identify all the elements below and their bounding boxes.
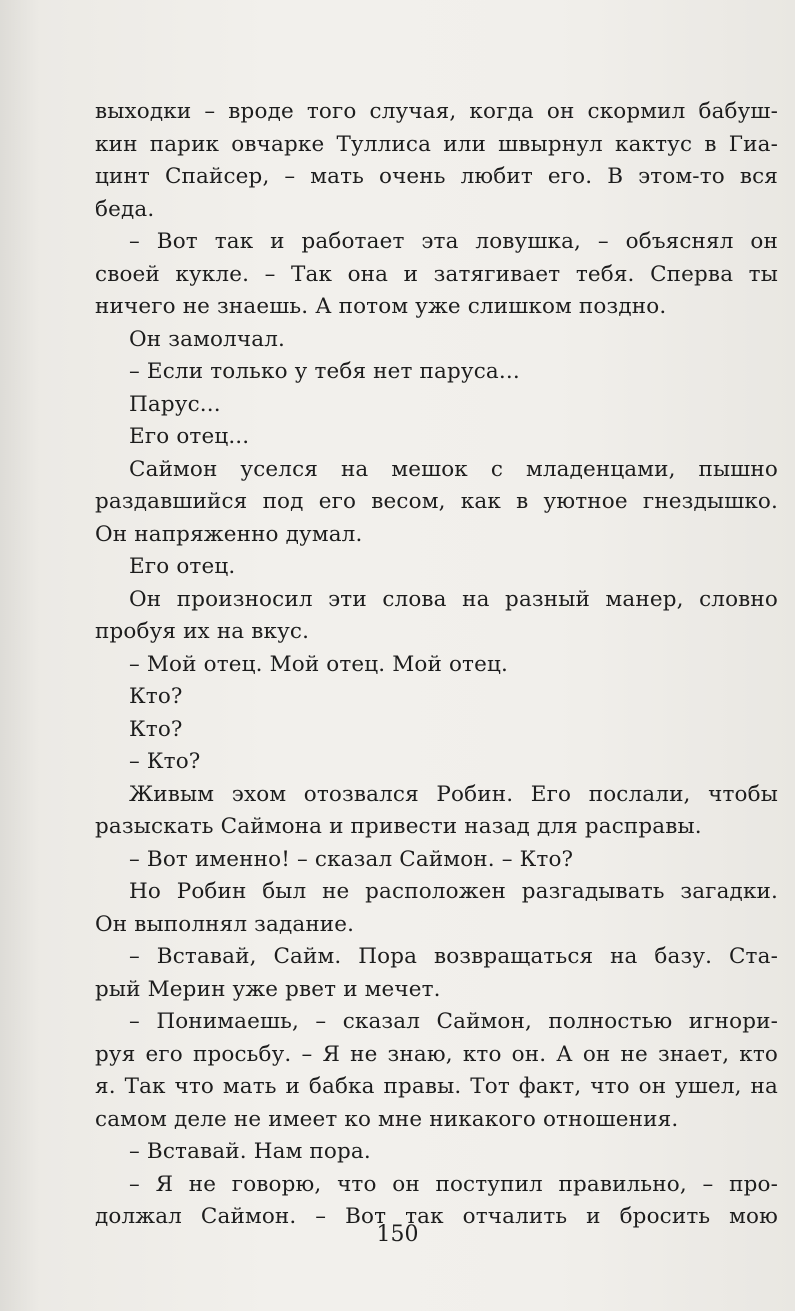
text-line: Он произносил эти слова на разный манер, словно xyxy=(129,586,778,612)
text-line: выходки – вроде того случая, когда он скормил бабуш- xyxy=(95,99,778,124)
text-line: – Я не говорю, что он поступил правильно, – про- xyxy=(129,1171,778,1197)
text-line: – Вот так и работает эта ловушка, – объяснял он xyxy=(129,229,778,254)
text-line: своей кукле. – Так она и затягивает тебя. Сперва ты xyxy=(95,261,778,287)
text-line: кин парик овчарке Туллиса или швырнул кактус в Гиа- xyxy=(95,131,778,157)
text-line: Он напряженно думал. xyxy=(95,521,363,547)
text-line: самом деле не имеет ко мне никакого отношения. xyxy=(95,1106,679,1132)
text-line: Парус... xyxy=(129,391,221,417)
text-line: Его отец. xyxy=(129,554,236,579)
page-text xyxy=(95,96,778,1234)
text-line: руя его просьбу. – Я не знаю, кто он. А он не знает, кто xyxy=(95,1041,778,1067)
text-line: должал Саймон. – Вот так отчалить и бросить мою xyxy=(95,1204,778,1229)
text-line: – Вот именно! – сказал Саймон. – Кто? xyxy=(129,846,574,872)
text-line: Саймон уселся на мешок с младенцами, пышно xyxy=(129,456,778,482)
text-line: я. Так что мать и бабка правы. Тот факт, что он ушел, на xyxy=(95,1074,778,1099)
page-gutter-shadow xyxy=(0,0,40,1311)
text-line: Его отец... xyxy=(129,424,250,449)
text-line: Но Робин был не расположен разгадывать загадки. xyxy=(129,879,778,904)
text-line: Кто? xyxy=(129,684,183,709)
text-line: – Понимаешь, – сказал Саймон, полностью игнори- xyxy=(129,1009,778,1034)
page-number: 150 xyxy=(376,1222,419,1247)
text-line: Он выполнял задание. xyxy=(95,911,355,937)
text-line: Живым эхом отозвался Робин. Его послали, чтобы xyxy=(129,781,778,807)
text-line: – Мой отец. Мой отец. Мой отец. xyxy=(129,651,508,677)
text-line: раздавшийся под его весом, как в уютное гнездышко. xyxy=(95,489,778,514)
text-line: Кто? xyxy=(129,716,183,742)
text-line: Он замолчал. xyxy=(129,326,285,352)
text-line: – Вставай. Нам пора. xyxy=(129,1139,371,1164)
text-line: пробуя их на вкус. xyxy=(95,619,310,644)
text-line: рый Мерин уже рвет и мечет. xyxy=(95,976,441,1002)
text-line: ничего не знаешь. А потом уже слишком поздно. xyxy=(95,294,667,319)
text-line: – Кто? xyxy=(129,749,201,774)
text-line: беда. xyxy=(95,196,155,222)
text-line: – Вставай, Сайм. Пора возвращаться на базу. Ста- xyxy=(129,944,778,969)
text-line: цинт Спайсер, – мать очень любит его. В этом-то вся xyxy=(95,164,778,189)
text-line: – Если только у тебя нет паруса... xyxy=(129,359,520,384)
text-line: разыскать Саймона и привести назад для расправы. xyxy=(95,814,702,839)
